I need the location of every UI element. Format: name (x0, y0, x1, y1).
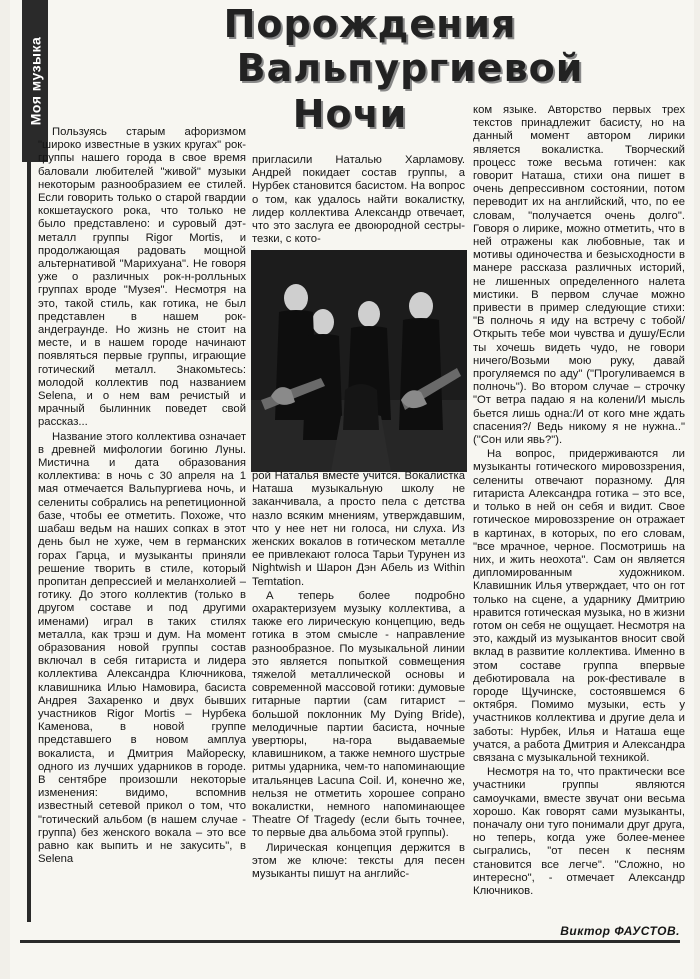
paragraph: На вопрос, придерживаются ли музыканты готического мировоззрения, селениты отвечают поразному. Для гитариста Александра готика – это все, и только в ней он себя и видит. Свое готическое мировоззрение он отражает в картинах, в которых, по его словам, "все мрачное, черное. Посмотришь на них, и жить неохота". Сам он является дипломированным художником. Клавишник Илья утверждает, что он гот только на сцене, а ударнику Дмитрию нравится готическая музыка, но в жизни готом он себя не ощущает. Несмотря на это, каждый из музыкантов вносит свой вклад в развитие коллектива. Именно в этом составе группа впервые дебютировала на рок-фестивале в городе Щучинске, состоявшемся 6 октября. Помимо музыки, есть у участников коллектива и другие дела и заботы: Нурбек, Илья и Наташа еще учатся, а работа Дмитрия и Александра связана с музыкальной техникой. (473, 448, 685, 764)
paragraph: Название этого коллектива означает в древней мифологии богиню Луны. Мистична и дата образования коллектива: в ночь с 30 апреля на 1 мая отмечается Вальпургиева ночь, и селениты собрались на репетиционной базе, чтобы ее отметить. Похоже, что шабаш ведьм на наших сопках в этот день был не хуже, чем в германских горах Гарца, и музыканты приняли решение творить в стиле, который пропитан депрессией и меланхолией – готику. До этого коллектив (только в другом составе и под другими именами) играл в таких стилях металла, как трэш и дум. На момент образования новой группы состав включал в себя гитариста и лидера коллектива Александра Ключникова, клавишника Илью Намовира, басиста Андрея Захаренко и двух бывших участников Rigor Mortis – Нурбека Каменова, в новой группе представшего в новом амплуа вокалиста, и Дмитрия Майореску, одного из лучших ударников в городе. В сентябре произошли некоторые изменения: видимо, вспомнив известный сетевой прикол о том, что "готический альбом (в нашем случае - группа) без женского вокала – это все равно как выпить и не закусить", в Selena (38, 430, 246, 866)
headline-line-1: Порождения (223, 2, 517, 46)
paragraph: Несмотря на то, что практически все участники группы являются самоучками, вместе звучат они весьма хорошо. Как говорят сами музыканты, поначалу они туго понимали друг друга, но теперь, когда уже более-менее сыгрались, "от песен к песням становится все легче". "Сложно, но интересно", - отмечает Александр Ключников. (473, 766, 685, 897)
paragraph: Пользуясь старым афоризмом "широко известные в узких кругах" рок-группы нашего города в свое время баловали любителей "живой" музыки некоторым разнообразием ее стилей. Если говорить только о старой гвардии кокшетауского рока, что только не было представлено: и суровый дэт-металл группы Rigor Mortis, и продолжающая радовать мощной альтернативой "Марихуана". Не говоря уже о различных рок-н-ролльных группах вроде "Музея". Несмотря на это, такой стиль, как готика, не был представлен в нашем рок-андеграунде. Но жизнь не стоит на месте, и в нашем городе начинают появляться первые группы, играющие готический металл. Знакомьтесь: молодой коллектив под названием Selena, и о нем вам речистый и мрачный былинник поведет свой рассказ... (38, 126, 246, 429)
article-column-1 (38, 126, 246, 926)
headline-line-2: Вальпургиевой (236, 46, 584, 90)
paragraph: ком языке. Авторство первых трех текстов принадлежит басисту, но на данный момент автором лирики является вокалистка. Творческий процесс тоже весьма готичен: как говорит Наташа, стихи она пишет в очень депрессивном состоянии, потом переводит их на английский, что, по ее словам, "получается очень долго". Говоря о лирике, можно отметить, что в ней отражены как любовные, так и мотивы одиночества и безысходности в манере рассказа различных историй, не лишенных определенного налета мистики. В первом случае можно привести в пример следующие стихи: "В полночь я иду на встречу с тобой/ Открыть тебе мои чувства и душу/Если ты хочешь видеть чудо, не говори ничего/Возьми мою руку, давай прогуляемся по аду" ("Прогуливаемся в полночь"). Во втором случае – строчку "От ветра падаю я на колени/И мысль бьется лишь одна:/И от кого мне ждать спасения?/ Ведь никому я не нужна.." ("Сон или явь?"). (473, 104, 685, 447)
section-label: Моя музыка (27, 36, 44, 126)
headline-line-3: Ночи (292, 92, 408, 136)
footer-rule (20, 940, 680, 943)
author-byline: Виктор ФАУСТОВ. (560, 924, 680, 938)
article-column-3 (473, 104, 685, 924)
paragraph: пригласили Наталью Харламову. Андрей покидает состав группы, а Нурбек становится басистом. На вопрос о том, как удалось найти вокалистку, лидер коллектива Александр отвечает, что это заслуга ее двоюродной сестры-тезки, с кото- (252, 154, 465, 246)
band-photo (251, 250, 467, 472)
paragraph: рой Наталья вместе учится. Вокалистка Наташа музыкальную школу не заканчивала, а просто пела с детства назло всяким мнениям, утверждавшим, что у нее нет ни голоса, ни слуха. Из женских вокалов в готическом металле ее привлекают голоса Тарьи Турунен из Nightwish и Шарон Дэн Абель из Within Temtation. (252, 470, 465, 588)
article-column-2-bottom (252, 470, 465, 930)
article-column-2-top (252, 154, 465, 250)
paragraph: Лирическая концепция держится в этом же ключе: тексты для песен музыканты пишут на английс- (252, 841, 465, 881)
paragraph: А теперь более подробно охарактеризуем музыку коллектива, а также его лирическую концепцию, ведь готика в этом смысле - направление разнообразное. По музыкальной линии это является попыткой совмещения тяжелой металлической основы и современной массовой готики: думовые гитарные партии (сам гитарист – большой поклонник My Dying Bride), мелодичные партии басиста, ночные увертюры, на-гора выдаваемые клавишником, а также немного шустрые ритмы ударника, чем-то напоминающие итальянцев Lacuna Coil. И, конечно же, нельзя не отметить хорошее сопрано вокалистки, немного напоминающее Theatre Of Tragedy (если быть точнее, то первые два альбома этой группы). (252, 589, 465, 840)
section-rule (27, 162, 31, 922)
